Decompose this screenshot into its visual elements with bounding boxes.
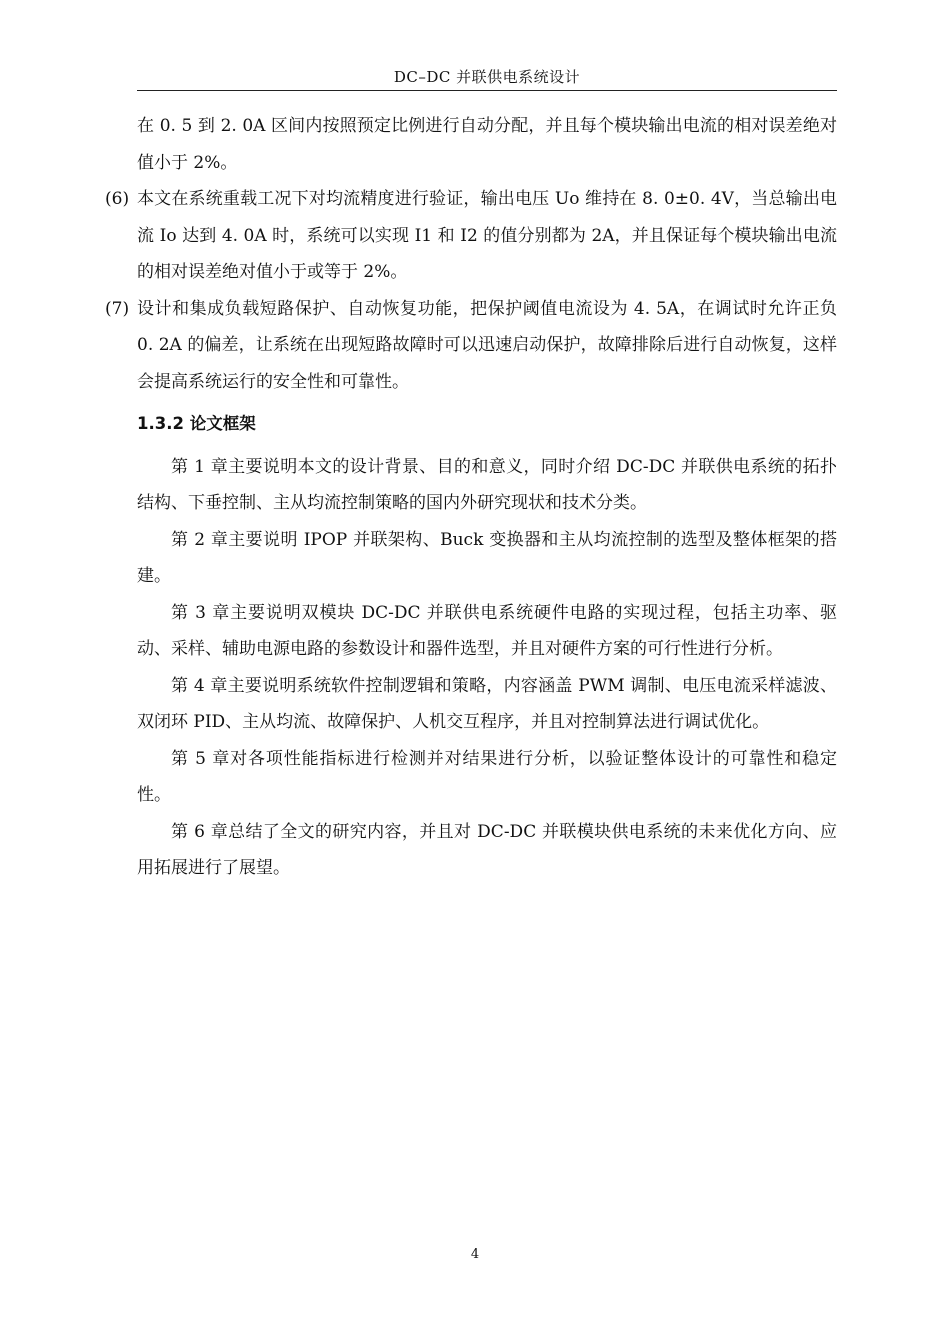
list-item-text: 本文在系统重载工况下对均流精度进行验证，输出电压 Uo 维持在 8. 0±0. 4V，当总输出电流 Io 达到 4. 0A 时，系统可以实现 I1 和 I2 的值分别都为 2A，并且保证每个模块输出电流的相对误差绝对值小于或等于 2%。 [137,189,837,282]
list-item-6 [105,181,837,291]
chapter-1-paragraph: 第 1 章主要说明本文的设计背景、目的和意义，同时介绍 DC-DC 并联供电系统的拓扑结构、下垂控制、主从均流控制策略的国内外研究现状和技术分类。 [137,456,837,513]
header-rule [137,90,837,91]
continued-paragraph: 在 0. 5 到 2. 0A 区间内按照预定比例进行自动分配，并且每个模块输出电流的相对误差绝对值小于 2%。 [137,116,837,173]
list-item-number: (6) [105,189,130,209]
page-body [105,108,837,887]
page-number: 4 [470,1247,480,1262]
chapter-3-paragraph: 第 3 章主要说明双模块 DC-DC 并联供电系统硬件电路的实现过程，包括主功率、驱动、采样、辅助电源电路的参数设计和器件选型，并且对硬件方案的可行性进行分析。 [137,602,837,659]
section-heading: 1.3.2 论文框架 [137,414,256,433]
chapter-6-paragraph: 第 6 章总结了全文的研究内容，并且对 DC-DC 并联模块供电系统的未来优化方向、应用拓展进行了展望。 [137,821,837,878]
list-item-7 [105,291,837,401]
chapter-5-paragraph: 第 5 章对各项性能指标进行检测并对结果进行分析，以验证整体设计的可靠性和稳定性。 [137,748,837,805]
list-item-text: 设计和集成负载短路保护、自动恢复功能，把保护阈值电流设为 4. 5A，在调试时允许正负 0. 2A 的偏差，让系统在出现短路故障时可以迅速启动保护，故障排除后进行自动恢复，这样会提高系统运行的安全性和可靠性。 [137,298,837,392]
list-item-number: (7) [105,298,130,319]
running-header: DC–DC 并联供电系统设计 [393,68,581,86]
chapter-2-paragraph: 第 2 章主要说明 IPOP 并联架构、Buck 变换器和主从均流控制的选型及整体框架的搭建。 [137,529,837,586]
chapter-4-paragraph: 第 4 章主要说明系统软件控制逻辑和策略，内容涵盖 PWM 调制、电压电流采样滤波、双闭环 PID、主从均流、故障保护、人机交互程序，并且对控制算法进行调试优化。 [137,675,837,732]
